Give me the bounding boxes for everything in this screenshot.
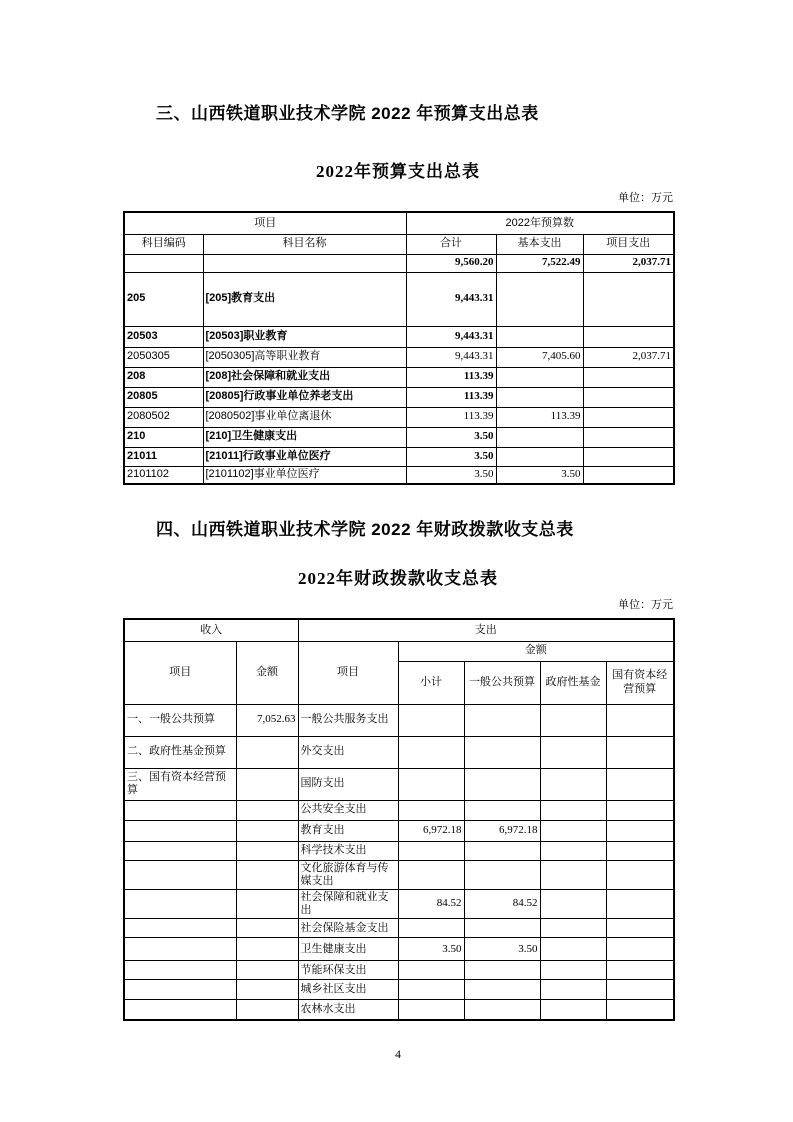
section4-heading: 四、山西铁道职业技术学院 2022 年财政拨款收支总表 <box>156 520 574 539</box>
project-cell <box>583 466 674 484</box>
subtotal-cell <box>398 736 464 768</box>
expense-item-cell: 教育支出 <box>298 820 398 841</box>
budget-expenditure-table <box>123 211 675 485</box>
gov-fund-cell <box>540 800 606 820</box>
header-state-capital: 国有资本经营预算 <box>606 661 674 704</box>
income-amount-cell <box>236 919 298 938</box>
table-row <box>124 938 674 961</box>
total-cell: 113.39 <box>406 387 496 407</box>
fiscal-appropriation-table <box>123 618 675 1021</box>
gov-fund-cell <box>540 980 606 1000</box>
project-cell: 2,037.71 <box>583 347 674 367</box>
state-capital-cell <box>606 919 674 938</box>
table-row <box>124 980 674 1000</box>
table-row <box>124 272 674 326</box>
table-row <box>124 820 674 841</box>
income-item-cell <box>124 841 236 860</box>
income-item-cell: 二、政府性基金预算 <box>124 736 236 768</box>
income-amount-cell <box>236 889 298 918</box>
name-cell: [2101102]事业单位医疗 <box>203 466 406 484</box>
basic-cell <box>496 367 583 387</box>
gov-fund-cell <box>540 938 606 961</box>
state-capital-cell <box>606 800 674 820</box>
header-project-group: 项目 <box>124 212 406 234</box>
state-capital-cell <box>606 820 674 841</box>
table-row <box>124 768 674 800</box>
code-cell: 2101102 <box>124 466 203 484</box>
income-amount-cell <box>236 938 298 961</box>
basic-cell <box>496 447 583 466</box>
subtotal-cell <box>398 841 464 860</box>
general-budget-cell <box>464 800 540 820</box>
basic-cell: 7,405.60 <box>496 347 583 367</box>
state-capital-cell <box>606 961 674 980</box>
expense-item-cell: 国防支出 <box>298 768 398 800</box>
state-capital-cell <box>606 736 674 768</box>
gov-fund-cell <box>540 736 606 768</box>
income-item-cell: 一、一般公共预算 <box>124 704 236 736</box>
code-cell: 205 <box>124 272 203 326</box>
table-row <box>124 889 674 918</box>
expense-item-cell: 社会保障和就业支出 <box>298 889 398 918</box>
appropriation-table-title: 2022年财政拨款收支总表 <box>298 569 498 588</box>
table-row <box>124 736 674 768</box>
expense-item-cell: 公共安全支出 <box>298 800 398 820</box>
total-cell: 3.50 <box>406 427 496 447</box>
header-general-budget: 一般公共预算 <box>464 661 540 704</box>
income-amount-cell <box>236 768 298 800</box>
income-item-cell <box>124 1000 236 1020</box>
state-capital-cell <box>606 938 674 961</box>
subtotal-cell: 3.50 <box>398 938 464 961</box>
total-cell: 9,443.31 <box>406 347 496 367</box>
state-capital-cell <box>606 860 674 889</box>
state-capital-cell <box>606 704 674 736</box>
expense-item-cell: 卫生健康支出 <box>298 938 398 961</box>
subtotal-cell: 6,972.18 <box>398 820 464 841</box>
expense-item-cell: 一般公共服务支出 <box>298 704 398 736</box>
basic-cell: 7,522.49 <box>496 254 583 272</box>
header-expense-item: 项目 <box>298 641 398 704</box>
subtotal-cell <box>398 860 464 889</box>
unit-label: 单位：万元 <box>618 192 673 204</box>
state-capital-cell <box>606 841 674 860</box>
income-amount-cell <box>236 1000 298 1020</box>
header-amount-group: 金额 <box>398 641 674 661</box>
header-budget-group: 2022年预算数 <box>406 212 674 234</box>
general-budget-cell <box>464 704 540 736</box>
table-row-total <box>124 254 674 272</box>
project-cell <box>583 326 674 347</box>
basic-cell: 3.50 <box>496 466 583 484</box>
page-number: 4 <box>395 1046 401 1061</box>
general-budget-cell <box>464 1000 540 1020</box>
code-cell: 2050305 <box>124 347 203 367</box>
general-budget-cell: 3.50 <box>464 938 540 961</box>
income-amount-cell <box>236 860 298 889</box>
project-cell <box>583 447 674 466</box>
subtotal-cell <box>398 768 464 800</box>
header-total: 合计 <box>406 234 496 254</box>
table-row <box>124 961 674 980</box>
project-cell <box>583 367 674 387</box>
page-content <box>123 0 673 1062</box>
table-row <box>124 407 674 427</box>
subtotal-cell <box>398 1000 464 1020</box>
header-basic: 基本支出 <box>496 234 583 254</box>
basic-cell <box>496 427 583 447</box>
general-budget-cell: 84.52 <box>464 889 540 918</box>
income-amount-cell <box>236 736 298 768</box>
subtotal-cell <box>398 800 464 820</box>
subtotal-cell <box>398 704 464 736</box>
table-row <box>124 800 674 820</box>
expense-item-cell: 农林水支出 <box>298 1000 398 1020</box>
name-cell: [2050305]高等职业教育 <box>203 347 406 367</box>
state-capital-cell <box>606 1000 674 1020</box>
code-cell: 210 <box>124 427 203 447</box>
name-cell: [2080502]事业单位离退休 <box>203 407 406 427</box>
code-cell: 21011 <box>124 447 203 466</box>
expense-item-cell: 文化旅游体育与传媒支出 <box>298 860 398 889</box>
subtotal-cell: 84.52 <box>398 889 464 918</box>
expenditure-table-title: 2022年预算支出总表 <box>316 162 480 181</box>
expense-item-cell: 科学技术支出 <box>298 841 398 860</box>
project-cell <box>583 427 674 447</box>
total-cell: 113.39 <box>406 367 496 387</box>
header-income-amount: 金额 <box>236 641 298 704</box>
income-amount-cell <box>236 961 298 980</box>
table-row <box>124 919 674 938</box>
header-income-item: 项目 <box>124 641 236 704</box>
total-cell: 9,443.31 <box>406 272 496 326</box>
income-amount-cell <box>236 820 298 841</box>
income-item-cell <box>124 938 236 961</box>
income-amount-cell <box>236 980 298 1000</box>
income-amount-cell <box>236 841 298 860</box>
gov-fund-cell <box>540 704 606 736</box>
gov-fund-cell <box>540 961 606 980</box>
state-capital-cell <box>606 889 674 918</box>
basic-cell <box>496 387 583 407</box>
gov-fund-cell <box>540 860 606 889</box>
table-row <box>124 860 674 889</box>
basic-cell <box>496 326 583 347</box>
total-cell: 9,560.20 <box>406 254 496 272</box>
basic-cell <box>496 272 583 326</box>
subtotal-cell <box>398 980 464 1000</box>
total-cell: 3.50 <box>406 466 496 484</box>
total-cell: 113.39 <box>406 407 496 427</box>
header-code: 科目编码 <box>124 234 203 254</box>
header-expense-group: 支出 <box>298 619 674 641</box>
header-name: 科目名称 <box>203 234 406 254</box>
name-cell: [208]社会保障和就业支出 <box>203 367 406 387</box>
name-cell <box>203 254 406 272</box>
general-budget-cell <box>464 961 540 980</box>
code-cell: 20503 <box>124 326 203 347</box>
gov-fund-cell <box>540 889 606 918</box>
total-cell: 3.50 <box>406 447 496 466</box>
income-item-cell <box>124 980 236 1000</box>
expense-item-cell: 城乡社区支出 <box>298 980 398 1000</box>
general-budget-cell: 6,972.18 <box>464 820 540 841</box>
total-cell: 9,443.31 <box>406 326 496 347</box>
project-cell: 2,037.71 <box>583 254 674 272</box>
project-cell <box>583 407 674 427</box>
gov-fund-cell <box>540 1000 606 1020</box>
general-budget-cell <box>464 860 540 889</box>
basic-cell: 113.39 <box>496 407 583 427</box>
gov-fund-cell <box>540 820 606 841</box>
project-cell <box>583 272 674 326</box>
table-row <box>124 326 674 347</box>
expense-item-cell: 节能环保支出 <box>298 961 398 980</box>
gov-fund-cell <box>540 841 606 860</box>
subtotal-cell <box>398 919 464 938</box>
general-budget-cell <box>464 768 540 800</box>
income-item-cell <box>124 820 236 841</box>
unit-label: 单位：万元 <box>618 599 673 611</box>
income-item-cell <box>124 961 236 980</box>
expense-item-cell: 外交支出 <box>298 736 398 768</box>
header-project-exp: 项目支出 <box>583 234 674 254</box>
table-row <box>124 447 674 466</box>
table-row <box>124 704 674 736</box>
code-cell: 20805 <box>124 387 203 407</box>
code-cell <box>124 254 203 272</box>
header-gov-fund: 政府性基金 <box>540 661 606 704</box>
subtotal-cell <box>398 961 464 980</box>
income-item-cell: 三、国有资本经营预算 <box>124 768 236 800</box>
gov-fund-cell <box>540 768 606 800</box>
gov-fund-cell <box>540 919 606 938</box>
income-item-cell <box>124 889 236 918</box>
income-amount-cell <box>236 800 298 820</box>
table-row <box>124 841 674 860</box>
name-cell: [20503]职业教育 <box>203 326 406 347</box>
general-budget-cell <box>464 980 540 1000</box>
section3-heading: 三、山西铁道职业技术学院 2022 年预算支出总表 <box>156 104 539 123</box>
name-cell: [210]卫生健康支出 <box>203 427 406 447</box>
table-row <box>124 347 674 367</box>
table-row <box>124 367 674 387</box>
name-cell: [205]教育支出 <box>203 272 406 326</box>
state-capital-cell <box>606 980 674 1000</box>
name-cell: [20805]行政事业单位养老支出 <box>203 387 406 407</box>
header-income-group: 收入 <box>124 619 298 641</box>
income-item-cell <box>124 800 236 820</box>
table-row <box>124 466 674 484</box>
table-row <box>124 387 674 407</box>
code-cell: 2080502 <box>124 407 203 427</box>
table-row <box>124 427 674 447</box>
income-item-cell <box>124 919 236 938</box>
income-item-cell <box>124 860 236 889</box>
header-subtotal: 小计 <box>398 661 464 704</box>
general-budget-cell <box>464 919 540 938</box>
general-budget-cell <box>464 841 540 860</box>
code-cell: 208 <box>124 367 203 387</box>
state-capital-cell <box>606 768 674 800</box>
general-budget-cell <box>464 736 540 768</box>
table-row <box>124 1000 674 1020</box>
project-cell <box>583 387 674 407</box>
name-cell: [21011]行政事业单位医疗 <box>203 447 406 466</box>
income-amount-cell: 7,052.63 <box>236 704 298 736</box>
expense-item-cell: 社会保险基金支出 <box>298 919 398 938</box>
